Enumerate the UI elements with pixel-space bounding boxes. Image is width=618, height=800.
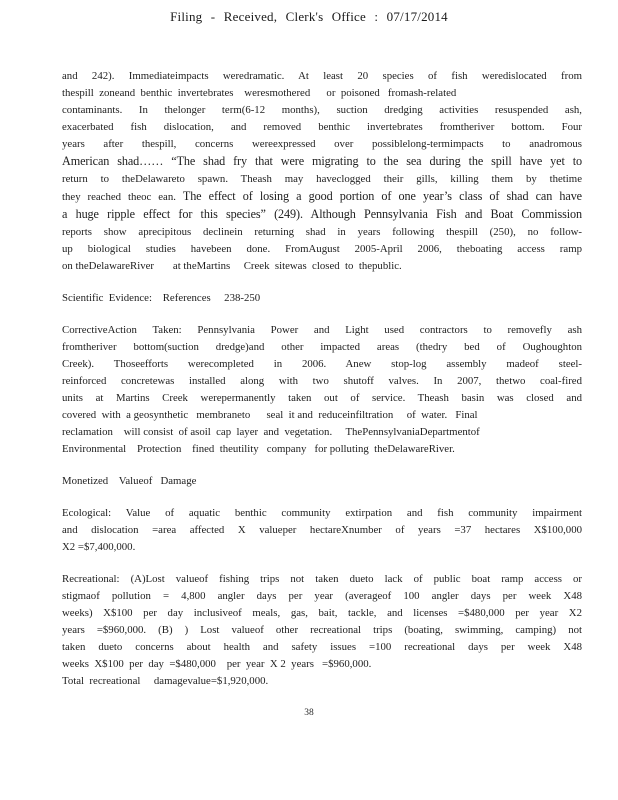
text-line <box>62 673 582 690</box>
text-line <box>62 119 582 136</box>
filing-header: Filing - Received, Clerk's Office : 07/17/2014 <box>170 9 448 24</box>
text-line <box>62 473 582 490</box>
text-line <box>62 639 582 656</box>
text-segment: fromtheriver bottom(suction dredge)and other impacted areas (thedry bed of Oughoughton <box>62 341 582 353</box>
text-line <box>62 588 582 605</box>
ecological-value-paragraph <box>62 505 582 556</box>
quote-text-segment: The effect of losing a good portion of one year’s class of shad can have <box>182 189 582 203</box>
text-line <box>62 188 582 206</box>
text-segment: exacerbated fish dislocation, and removed benthic invertebrates fromtheriver bottom. Four <box>62 121 582 133</box>
text-line <box>62 539 582 556</box>
quote-text-segment: a huge ripple effect for this species” (249). Although Pennsylvania Fish and Boat Commission <box>62 207 582 221</box>
text-line <box>62 407 582 424</box>
text-line <box>62 290 582 307</box>
text-segment: units at Martins Creek werepermanently taken out of service. Theash basin was closed and <box>62 392 582 404</box>
text-segment: reinforced concretewas installed along with two shutoff valves. In 2007, thetwo coal-fired <box>62 375 582 387</box>
text-segment: stigmaof pollution = 4,800 angler days per year (averageof 100 angler days per week X48 <box>62 590 582 602</box>
text-line <box>62 102 582 119</box>
text-line <box>62 356 582 373</box>
text-segment: and dislocation =area affected X valueper hectareXnumber of years =37 hectares X$100,000 <box>62 524 582 536</box>
text-line <box>62 224 582 241</box>
text-segment: contaminants. In thelonger term(6-12 months), suction dredging activities resuspended ash, <box>62 104 582 116</box>
text-line <box>62 258 582 275</box>
text-segment: return to theDelawareto spawn. Theash may haveclogged their gills, killing them by thetime <box>62 173 582 185</box>
text-line <box>62 85 582 102</box>
monetized-value-heading <box>62 473 582 490</box>
text-segment: Monetized Valueof Damage <box>62 475 197 487</box>
text-line <box>62 424 582 441</box>
document-body <box>62 68 582 690</box>
text-line <box>62 322 582 339</box>
text-segment: Ecological: Value of aquatic benthic community extirpation and fish community impairment <box>62 507 582 519</box>
text-segment: reclamation will consist of asoil cap layer and vegetation. ThePennsylvaniaDepartmentof <box>62 426 480 438</box>
text-segment: years after thespill, concerns wereexpressed over possiblelong-termimpacts to anadromous <box>62 138 582 150</box>
text-line <box>62 373 582 390</box>
text-segment: they reached theoc ean. <box>62 191 183 203</box>
text-line <box>62 505 582 522</box>
text-segment: thespill zoneand benthic invertebrates weresmothered or poisoned fromash-related <box>62 87 457 99</box>
text-segment: taken dueto concerns about health and safety issues =100 recreational days per week X48 <box>62 641 582 653</box>
recreational-value-paragraph <box>62 571 582 690</box>
text-line <box>62 241 582 258</box>
text-segment: covered with a geosynthetic membraneto seal it and reduceinfiltration of water. Final <box>62 409 478 421</box>
text-segment: and 242). Immediateimpacts weredramatic. At least 20 species of fish weredislocated from <box>62 70 582 82</box>
text-segment: weeks X$100 per day =$480,000 per year X 2 years =$960,000. <box>62 658 372 670</box>
text-line <box>62 339 582 356</box>
text-line <box>62 656 582 673</box>
text-line <box>62 622 582 639</box>
text-line <box>62 441 582 458</box>
text-segment: Scientific Evidence: References 238-250 <box>62 292 261 304</box>
text-line <box>62 136 582 153</box>
text-segment: reports show aprecipitous declinein returning shad in years following thespill (250), no follow- <box>62 226 582 238</box>
text-segment: up biological studies havebeen done. FromAugust 2005-April 2006, theboating access ramp <box>62 243 582 255</box>
text-segment: weeks) X$100 per day inclusiveof meals, gas, bait, tackle, and licenses =$480,000 per year X2 <box>62 607 582 619</box>
text-line <box>62 605 582 622</box>
text-segment: Total recreational damagevalue=$1,920,000. <box>62 675 269 687</box>
text-line <box>62 206 582 224</box>
text-segment: years =$960,000. (B) ) Lost valueof other recreational trips (boating, swimming, camping) not <box>62 624 582 636</box>
text-segment: Environmental Protection fined theutility company for polluting theDelawareRiver. <box>62 443 455 455</box>
page-number: 38 <box>304 708 314 718</box>
text-line <box>62 571 582 588</box>
text-segment: CorrectiveAction Taken: Pennsylvania Power and Light used contractors to removefly ash <box>62 324 582 336</box>
scientific-evidence-line <box>62 290 582 307</box>
text-segment: Recreational: (A)Lost valueof fishing trips not taken dueto lack of public boat ramp access or <box>62 573 582 585</box>
text-segment: X2 =$7,400,000. <box>62 541 136 553</box>
corrective-action-paragraph <box>62 322 582 458</box>
quote-text-segment: American shad…… “The shad fry that were migrating to the sea during the spill have yet to <box>62 154 582 168</box>
text-segment: on theDelawareRiver at theMartins Creek sitewas closed to thepublic. <box>62 260 402 272</box>
text-line <box>62 390 582 407</box>
text-line <box>62 153 582 171</box>
text-line <box>62 171 582 188</box>
text-line <box>62 68 582 85</box>
text-segment: Creek). Thoseefforts werecompleted in 2006. Anew stop-log assembly madeof steel- <box>62 358 582 370</box>
text-line <box>62 522 582 539</box>
spill-impacts-paragraph <box>62 68 582 275</box>
